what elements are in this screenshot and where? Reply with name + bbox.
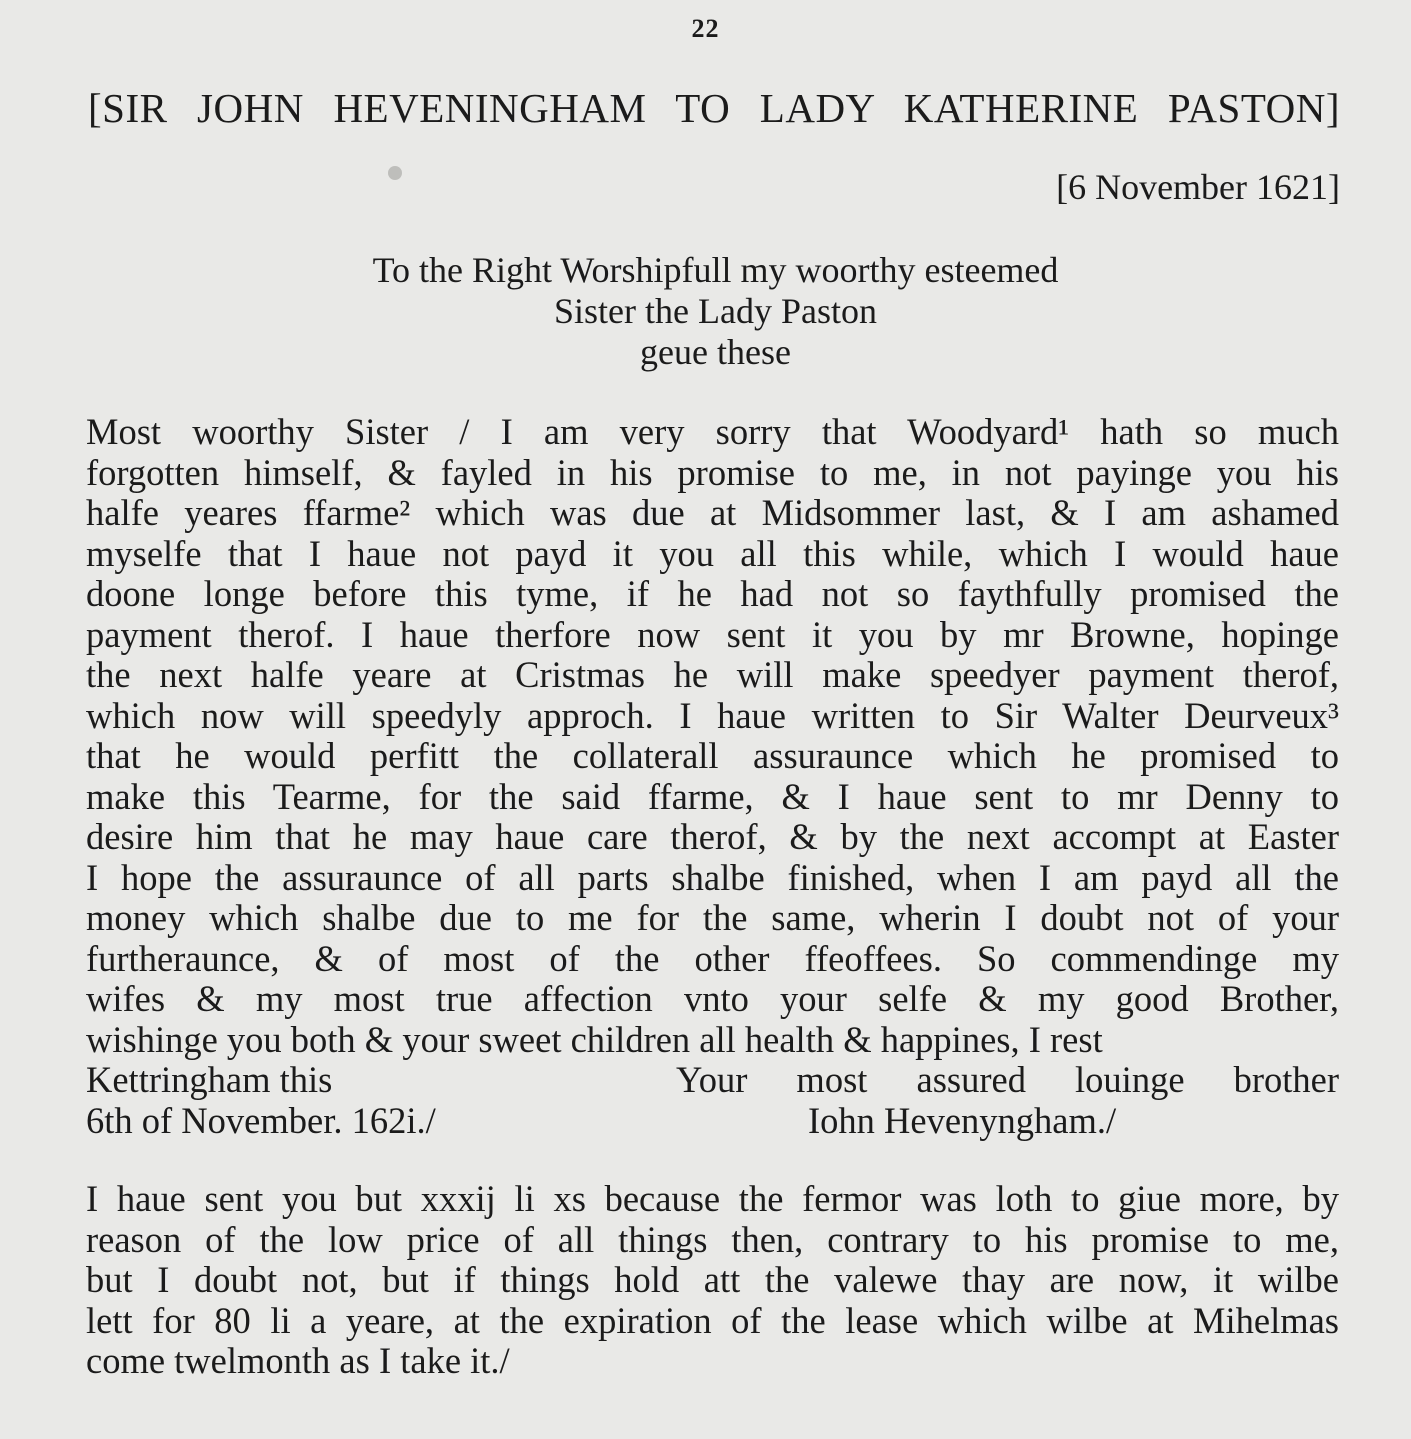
address-line: To the Right Worshipfull my woorthy esteemed [372, 250, 1059, 290]
postscript [86, 1179, 1339, 1382]
letter-line: wifes & my most true affection vnto your selfe & my good Brother, [86, 978, 1339, 1019]
letter-line: which now will speedyly approch. I haue written to Sir Walter Deurveux³ [86, 694, 1339, 736]
letter-line: money which shalbe due to me for the same, wherin I doubt not of your [86, 897, 1339, 938]
letter-line: furtheraunce, & of most of the other ffeoffees. So commendinge my [86, 937, 1339, 979]
signature: Iohn Hevenyngham./ [808, 1099, 1117, 1141]
address-line: Sister the Lady Paston [554, 291, 877, 331]
address-line: geue these [640, 332, 791, 372]
letter-line: Most woorthy Sister / I am very sorry that Woodyard¹ hath so much [86, 411, 1339, 452]
postscript-line: I haue sent you but xxxij li xs because the fermor was loth to giue more, by [86, 1178, 1339, 1219]
letter-line: make this Tearme, for the said ffarme, & I haue sent to mr Denny to [86, 775, 1339, 817]
letter-line: forgotten himself, & fayled in his promise to me, in not payinge you his [86, 451, 1339, 493]
paper-spot [388, 166, 402, 180]
closing-date: 6th of November. 162i./ [86, 1099, 436, 1141]
closing-place: Kettringham this [86, 1059, 333, 1100]
postscript-line: come twelmonth as I take it./ [86, 1340, 510, 1381]
letter-line: payment therof. I haue therfore now sent it you by mr Browne, hopinge [86, 613, 1339, 655]
letter-line: doone longe before this tyme, if he had not so faythfully promised the [86, 573, 1339, 614]
page-number: 22 [691, 14, 720, 43]
valediction: Your most assured louinge brother [676, 1059, 1339, 1100]
letter-line: I hope the assuraunce of all parts shalbe finished, when I am payd all the [86, 856, 1339, 898]
letter-line: halfe yeares ffarme² which was due at Midsommer last, & I am ashamed [86, 492, 1339, 533]
postscript-line: reason of the low price of all things then, contrary to his promise to me, [86, 1218, 1339, 1260]
letter-line: the next halfe yeare at Cristmas he will make speedyer payment therof, [86, 654, 1339, 695]
letter-line: myselfe that I haue not payd it you all this while, which I would haue [86, 532, 1339, 574]
closing-row [86, 1101, 1339, 1142]
letter-line: that he would perfitt the collaterall assuraunce which he promised to [86, 735, 1339, 776]
postscript-line: lett for 80 li a yeare, at the expiration of the lease which wilbe at Mihelmas [86, 1299, 1339, 1341]
letter-body [86, 412, 1339, 1141]
postscript-line: but I doubt not, but if things hold att the valewe thay are now, it wilbe [86, 1259, 1339, 1300]
closing-row [86, 1060, 1339, 1101]
letter-date: [6 November 1621] [1056, 167, 1340, 207]
letter-heading: [SIR JOHN HEVENINGHAM TO LADY KATHERINE PASTON] [88, 85, 1340, 131]
address-block [0, 250, 1411, 373]
letter-line: wishinge you both & your sweet children all health & happines, I rest [86, 1018, 1103, 1060]
letter-line: desire him that he may haue care therof, & by the next accompt at Easter [86, 816, 1339, 857]
